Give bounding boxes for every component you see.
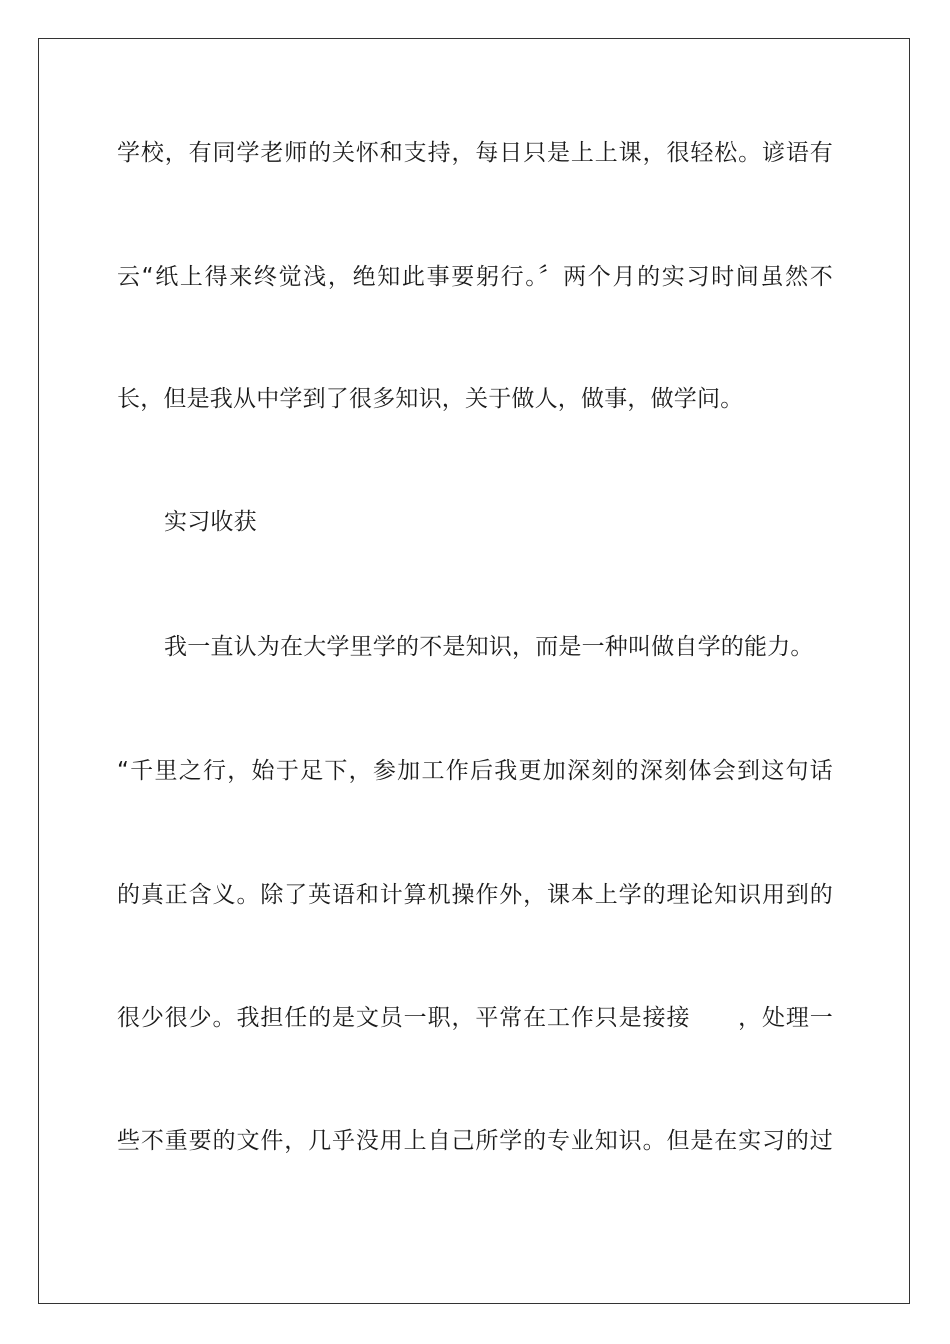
paragraph-line: 云“纸上得来终觉浅，绝知此事要躬行。〞两个月的实习时间虽然不 [117,264,833,290]
paragraph-line: 我一直认为在大学里学的不是知识，而是一种叫做自学的能力。 [164,634,814,660]
paragraph-line: “千里之行，始于足下，参加工作后我更加深刻的深刻体会到这句话 [117,758,833,784]
page-border [38,38,910,1304]
section-heading: 实习收获 [164,509,257,535]
paragraph-line: 长，但是我从中学到了很多知识，关于做人，做事，做学问。 [117,386,744,412]
paragraph-line: 很少很少。我担任的是文员一职，平常在工作只是接接 ，处理一 [117,1005,833,1031]
paragraph-line: 的真正含义。除了英语和计算机操作外，课本上学的理论知识用到的 [117,882,833,908]
paragraph-line: 些不重要的文件，几乎没用上自己所学的专业知识。但是在实习的过 [117,1128,833,1154]
paragraph-line: 学校，有同学老师的关怀和支持，每日只是上上课，很轻松。谚语有 [117,140,833,166]
